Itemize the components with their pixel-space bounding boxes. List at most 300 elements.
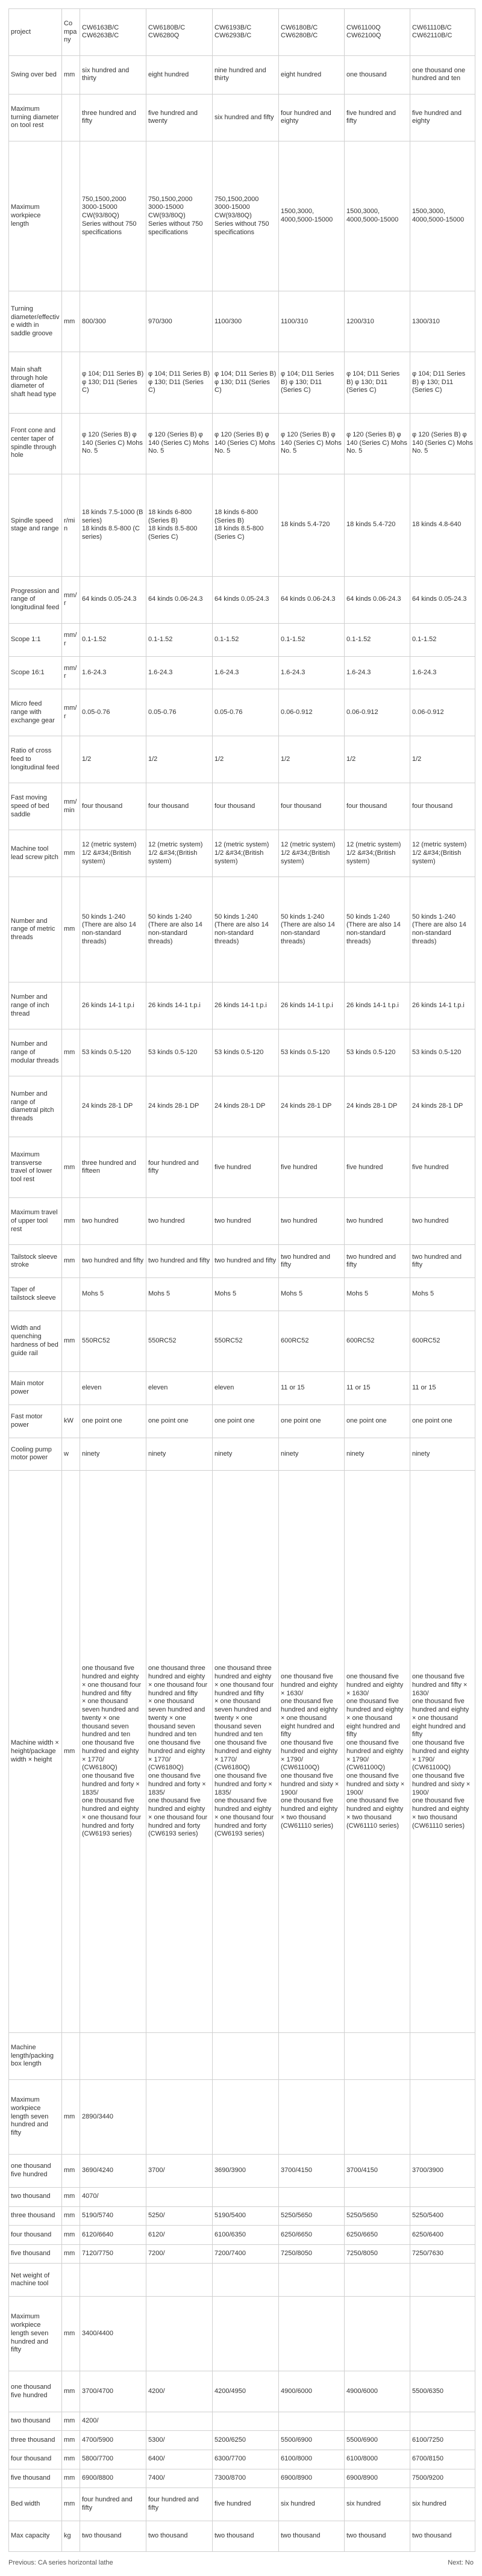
value-cell: 6120/ <box>146 2226 213 2245</box>
value-cell: 3700/ <box>146 2155 213 2188</box>
value-cell: 3700/4700 <box>80 2371 146 2412</box>
table-row <box>9 576 475 623</box>
value-cell <box>213 2188 279 2207</box>
value-cell: 64 kinds 0.06-24.3 <box>279 576 345 623</box>
value-cell <box>279 2033 345 2080</box>
row-label-cell: Turning diameter/effective width in saddle groove <box>9 291 62 352</box>
row-label-cell: Taper of tailstock sleeve <box>9 1278 62 1311</box>
value-cell: 2890/3440 <box>80 2079 146 2154</box>
value-cell: 5200/6250 <box>213 2431 279 2450</box>
row-label-cell: three thousand <box>9 2206 62 2226</box>
value-cell: five hundred and twenty <box>146 94 213 141</box>
value-cell: 50 kinds 1-240 (There are also 14 non-standard threads) <box>80 877 146 982</box>
value-cell: 1/2 <box>80 736 146 783</box>
value-cell: two hundred <box>279 1198 345 1245</box>
value-cell: 750,1500,2000 3000-15000 CW(93/80Q) Series without 750 specifications <box>146 141 213 291</box>
value-cell <box>213 2264 279 2297</box>
value-cell: 50 kinds 1-240 (There are also 14 non-standard threads) <box>279 877 345 982</box>
value-cell: four hundred and fifty <box>146 2488 213 2521</box>
value-cell: φ 120 (Series B) φ 140 (Series C) Mohs No. 5 <box>279 413 345 474</box>
value-cell: φ 104; D11 Series B) φ 130; D11 (Series C) <box>146 352 213 413</box>
value-cell: 7250/8050 <box>345 2244 410 2264</box>
value-cell: two thousand <box>146 2521 213 2552</box>
value-cell: 64 kinds 0.05-24.3 <box>80 576 146 623</box>
value-cell: one thousand <box>345 55 410 94</box>
value-cell: 1500,3000, 4000,5000-15000 <box>345 141 410 291</box>
value-cell <box>410 2264 475 2297</box>
value-cell: 53 kinds 0.5-120 <box>80 1029 146 1076</box>
value-cell: two thousand <box>213 2521 279 2552</box>
row-label-cell: Net weight of machine tool <box>9 2264 62 2297</box>
value-cell: CW6163B/C CW6263B/C <box>80 9 146 56</box>
value-cell: ninety <box>410 1438 475 1471</box>
value-cell: 600RC52 <box>279 1311 345 1371</box>
value-cell <box>213 2079 279 2154</box>
unit-cell: mm <box>62 2469 80 2488</box>
value-cell: 3700/3900 <box>410 2155 475 2188</box>
value-cell: Mohs 5 <box>146 1278 213 1311</box>
value-cell: four thousand <box>80 783 146 830</box>
spec-table-body <box>9 9 475 2552</box>
unit-cell: r/min <box>62 474 80 576</box>
value-cell: five hundred <box>279 1137 345 1198</box>
unit-cell <box>62 352 80 413</box>
value-cell: φ 120 (Series B) φ 140 (Series C) Mohs No. 5 <box>345 413 410 474</box>
value-cell: two hundred and fifty <box>80 1245 146 1278</box>
value-cell: 750,1500,2000 3000-15000 CW(93/80Q) Series without 750 specifications <box>80 141 146 291</box>
value-cell <box>410 2079 475 2154</box>
value-cell: 64 kinds 0.06-24.3 <box>146 576 213 623</box>
row-label-cell: Progression and range of longitudinal feed <box>9 576 62 623</box>
value-cell <box>410 2297 475 2371</box>
unit-cell: mm <box>62 2488 80 2521</box>
value-cell: 6100/7250 <box>410 2431 475 2450</box>
value-cell: φ 120 (Series B) φ 140 (Series C) Mohs No. 5 <box>146 413 213 474</box>
value-cell: 12 (metric system) 1/2 &#34;(British system) <box>213 830 279 877</box>
value-cell: 5500/6900 <box>345 2431 410 2450</box>
value-cell: two hundred <box>80 1198 146 1245</box>
value-cell <box>345 2264 410 2297</box>
value-cell: 24 kinds 28-1 DP <box>213 1076 279 1137</box>
value-cell: 5190/5400 <box>213 2206 279 2226</box>
previous-link[interactable]: Previous: CA series horizontal lathe <box>8 2559 113 2566</box>
value-cell: 1500,3000, 4000,5000-15000 <box>279 141 345 291</box>
table-row <box>9 474 475 576</box>
unit-cell: mm <box>62 1137 80 1198</box>
value-cell: ninety <box>146 1438 213 1471</box>
value-cell <box>213 2033 279 2080</box>
value-cell: 1/2 <box>146 736 213 783</box>
table-row <box>9 55 475 94</box>
value-cell: six hundred and fifty <box>213 94 279 141</box>
value-cell: 3700/4150 <box>279 2155 345 2188</box>
row-label-cell: Number and range of diametral pitch threads <box>9 1076 62 1137</box>
value-cell: 3400/4400 <box>80 2297 146 2371</box>
row-label-cell: Tailstock sleeve stroke <box>9 1245 62 1278</box>
next-link[interactable]: Next: No <box>448 2559 474 2566</box>
row-label-cell: Maximum transverse travel of lower tool rest <box>9 1137 62 1198</box>
value-cell: 24 kinds 28-1 DP <box>146 1076 213 1137</box>
row-label-cell: Width and quenching hardness of bed guide rail <box>9 1311 62 1371</box>
row-label-cell: Maximum workpiece length <box>9 141 62 291</box>
value-cell: 18 kinds 4.8-640 <box>410 474 475 576</box>
value-cell: one thousand five hundred and fifty × 1630/ one thousand five hundred and eighty × one thousand eight hundred and fifty one thousand five hundred and eighty × 1790/ (CW61100Q) one thousand five hundred and sixty × 1900/ one thousand five hundred and eighty × two thousand (CW61110 series) <box>410 1471 475 2033</box>
value-cell: 50 kinds 1-240 (There are also 14 non-standard threads) <box>345 877 410 982</box>
value-cell: 24 kinds 28-1 DP <box>279 1076 345 1137</box>
value-cell: eight hundred <box>279 55 345 94</box>
value-cell: one point one <box>213 1404 279 1438</box>
value-cell: Mohs 5 <box>345 1278 410 1311</box>
value-cell: φ 104; D11 Series B) φ 130; D11 (Series C) <box>213 352 279 413</box>
table-row <box>9 1438 475 1471</box>
table-row <box>9 1245 475 1278</box>
value-cell: 0.05-0.76 <box>80 689 146 736</box>
value-cell <box>80 2264 146 2297</box>
unit-cell <box>62 1372 80 1405</box>
row-label-cell: Maximum workpiece length seven hundred and fifty <box>9 2297 62 2371</box>
table-row <box>9 2264 475 2297</box>
value-cell: 0.1-1.52 <box>213 623 279 656</box>
value-cell: ninety <box>279 1438 345 1471</box>
table-row <box>9 2371 475 2412</box>
unit-cell <box>62 2264 80 2297</box>
value-cell: 0.06-0.912 <box>279 689 345 736</box>
value-cell: 1.6-24.3 <box>345 656 410 689</box>
table-row <box>9 2155 475 2188</box>
value-cell: 12 (metric system) 1/2 &#34;(British system) <box>146 830 213 877</box>
value-cell: 0.05-0.76 <box>146 689 213 736</box>
value-cell: 0.1-1.52 <box>345 623 410 656</box>
table-row <box>9 2469 475 2488</box>
value-cell: 7120/7750 <box>80 2244 146 2264</box>
table-row <box>9 291 475 352</box>
unit-cell: mm <box>62 2206 80 2226</box>
value-cell: φ 120 (Series B) φ 140 (Series C) Mohs No. 5 <box>80 413 146 474</box>
value-cell: 5250/5650 <box>345 2206 410 2226</box>
value-cell: 1.6-24.3 <box>80 656 146 689</box>
value-cell: 50 kinds 1-240 (There are also 14 non-standard threads) <box>213 877 279 982</box>
value-cell: one point one <box>146 1404 213 1438</box>
value-cell: 6100/8000 <box>279 2450 345 2469</box>
value-cell: 5250/5400 <box>410 2206 475 2226</box>
value-cell: 7250/8050 <box>279 2244 345 2264</box>
value-cell <box>410 2188 475 2207</box>
value-cell: four thousand <box>146 783 213 830</box>
value-cell <box>279 2188 345 2207</box>
value-cell <box>213 2297 279 2371</box>
row-label-cell: one thousand five hundred <box>9 2155 62 2188</box>
value-cell <box>146 2412 213 2431</box>
value-cell: 6700/8150 <box>410 2450 475 2469</box>
value-cell: 3690/3900 <box>213 2155 279 2188</box>
value-cell: eleven <box>213 1372 279 1405</box>
row-label-cell: one thousand five hundred <box>9 2371 62 2412</box>
value-cell: 1300/310 <box>410 291 475 352</box>
table-row <box>9 656 475 689</box>
row-label-cell: Scope 16:1 <box>9 656 62 689</box>
value-cell <box>146 2188 213 2207</box>
value-cell: 7200/7400 <box>213 2244 279 2264</box>
table-row <box>9 689 475 736</box>
value-cell: φ 120 (Series B) φ 140 (Series C) Mohs No. 5 <box>213 413 279 474</box>
value-cell: two hundred <box>345 1198 410 1245</box>
value-cell: 970/300 <box>146 291 213 352</box>
row-label-cell: five thousand <box>9 2244 62 2264</box>
value-cell <box>345 2188 410 2207</box>
unit-cell <box>62 141 80 291</box>
row-label-cell: Fast motor power <box>9 1404 62 1438</box>
value-cell: Mohs 5 <box>410 1278 475 1311</box>
table-row <box>9 2188 475 2207</box>
value-cell <box>146 2033 213 2080</box>
value-cell: one thousand five hundred and eighty × 1630/ one thousand five hundred and eighty × one thousand eight hundred and fifty one thousand five hundred and eighty × 1790/ (CW61100Q) one thousand five hundred and sixty × 1900/ one thousand five hundred and eighty × two thousand (CW61110 series) <box>279 1471 345 2033</box>
value-cell: 1.6-24.3 <box>146 656 213 689</box>
table-row <box>9 2033 475 2080</box>
value-cell: ninety <box>80 1438 146 1471</box>
value-cell <box>213 2412 279 2431</box>
value-cell: two hundred and fifty <box>345 1245 410 1278</box>
value-cell: 1200/310 <box>345 291 410 352</box>
value-cell: CW61100Q CW62100Q <box>345 9 410 56</box>
value-cell: φ 104; D11 Series B) φ 130; D11 (Series C) <box>80 352 146 413</box>
value-cell: 7200/ <box>146 2244 213 2264</box>
value-cell: φ 104; D11 Series B) φ 130; D11 (Series C) <box>279 352 345 413</box>
unit-cell <box>62 413 80 474</box>
value-cell: 24 kinds 28-1 DP <box>410 1076 475 1137</box>
value-cell: 1.6-24.3 <box>410 656 475 689</box>
unit-cell <box>62 982 80 1029</box>
value-cell: six hundred <box>279 2488 345 2521</box>
value-cell: 4070/ <box>80 2188 146 2207</box>
value-cell: 0.06-0.912 <box>345 689 410 736</box>
value-cell: 5190/5740 <box>80 2206 146 2226</box>
value-cell: four hundred and fifty <box>146 1137 213 1198</box>
table-row <box>9 2206 475 2226</box>
page-footer <box>8 2557 474 2571</box>
row-label-cell: Fast moving speed of bed saddle <box>9 783 62 830</box>
table-row <box>9 877 475 982</box>
value-cell: 4700/5900 <box>80 2431 146 2450</box>
row-label-cell: Micro feed range with exchange gear <box>9 689 62 736</box>
value-cell <box>345 2297 410 2371</box>
value-cell: φ 104; D11 Series B) φ 130; D11 (Series C) <box>410 352 475 413</box>
row-label-cell: Main shaft through hole diameter of shaft head type <box>9 352 62 413</box>
row-label-cell: five thousand <box>9 2469 62 2488</box>
value-cell: 0.1-1.52 <box>410 623 475 656</box>
value-cell: 53 kinds 0.5-120 <box>213 1029 279 1076</box>
table-row <box>9 141 475 291</box>
value-cell <box>410 2412 475 2431</box>
unit-cell: mm <box>62 1198 80 1245</box>
value-cell <box>279 2297 345 2371</box>
value-cell: one point one <box>410 1404 475 1438</box>
value-cell: 26 kinds 14-1 t.p.i <box>146 982 213 1029</box>
value-cell: eleven <box>80 1372 146 1405</box>
unit-cell: Company <box>62 9 80 56</box>
value-cell: four hundred and fifty <box>80 2488 146 2521</box>
value-cell: 550RC52 <box>80 1311 146 1371</box>
value-cell: 6250/6400 <box>410 2226 475 2245</box>
value-cell: 550RC52 <box>146 1311 213 1371</box>
unit-cell: w <box>62 1438 80 1471</box>
value-cell: 50 kinds 1-240 (There are also 14 non-standard threads) <box>410 877 475 982</box>
value-cell: one point one <box>80 1404 146 1438</box>
value-cell: 6900/8900 <box>279 2469 345 2488</box>
table-row <box>9 352 475 413</box>
unit-cell: mm <box>62 877 80 982</box>
unit-cell: mm <box>62 1245 80 1278</box>
value-cell <box>410 2033 475 2080</box>
row-label-cell: Scope 1:1 <box>9 623 62 656</box>
value-cell: six hundred <box>345 2488 410 2521</box>
value-cell: five hundred <box>213 1137 279 1198</box>
unit-cell: mm/r <box>62 656 80 689</box>
table-row <box>9 2450 475 2469</box>
value-cell: 26 kinds 14-1 t.p.i <box>279 982 345 1029</box>
value-cell: 50 kinds 1-240 (There are also 14 non-standard threads) <box>146 877 213 982</box>
value-cell: CW6180B/C CW6280Q <box>146 9 213 56</box>
value-cell: two hundred and fifty <box>279 1245 345 1278</box>
unit-cell: mm <box>62 2244 80 2264</box>
value-cell: 6250/6650 <box>345 2226 410 2245</box>
value-cell <box>345 2412 410 2431</box>
unit-cell <box>62 1278 80 1311</box>
value-cell: CW6193B/C CW6293B/C <box>213 9 279 56</box>
row-label-cell: Swing over bed <box>9 55 62 94</box>
row-label-cell: Number and range of metric threads <box>9 877 62 982</box>
value-cell: 18 kinds 6-800 (Series B) 18 kinds 8.5-800 (Series C) <box>146 474 213 576</box>
table-row <box>9 2244 475 2264</box>
unit-cell <box>62 94 80 141</box>
value-cell: 12 (metric system) 1/2 &#34;(British system) <box>80 830 146 877</box>
value-cell: 18 kinds 5.4-720 <box>345 474 410 576</box>
table-row <box>9 94 475 141</box>
unit-cell: kg <box>62 2521 80 2552</box>
value-cell <box>279 2412 345 2431</box>
value-cell: 53 kinds 0.5-120 <box>410 1029 475 1076</box>
value-cell: 12 (metric system) 1/2 &#34;(British system) <box>345 830 410 877</box>
unit-cell: mm <box>62 2371 80 2412</box>
value-cell: 53 kinds 0.5-120 <box>345 1029 410 1076</box>
value-cell: Mohs 5 <box>213 1278 279 1311</box>
value-cell: 1500,3000, 4000,5000-15000 <box>410 141 475 291</box>
value-cell: 4200/ <box>80 2412 146 2431</box>
row-label-cell: two thousand <box>9 2412 62 2431</box>
table-row <box>9 982 475 1029</box>
unit-cell: mm <box>62 55 80 94</box>
value-cell: four thousand <box>410 783 475 830</box>
value-cell: 3690/4240 <box>80 2155 146 2188</box>
row-label-cell: Number and range of modular threads <box>9 1029 62 1076</box>
unit-cell: mm <box>62 2226 80 2245</box>
value-cell: three hundred and fifteen <box>80 1137 146 1198</box>
value-cell: 26 kinds 14-1 t.p.i <box>213 982 279 1029</box>
value-cell: 750,1500,2000 3000-15000 CW(93/80Q) Series without 750 specifications <box>213 141 279 291</box>
row-label-cell: project <box>9 9 62 56</box>
value-cell: 6900/8900 <box>345 2469 410 2488</box>
value-cell: five hundred <box>345 1137 410 1198</box>
table-row <box>9 1311 475 1371</box>
table-row <box>9 2412 475 2431</box>
value-cell: 3700/4150 <box>345 2155 410 2188</box>
table-row <box>9 1076 475 1137</box>
value-cell <box>146 2297 213 2371</box>
value-cell: 1100/310 <box>279 291 345 352</box>
value-cell: eleven <box>146 1372 213 1405</box>
value-cell: two hundred <box>410 1198 475 1245</box>
row-label-cell: Maximum turning diameter on tool rest <box>9 94 62 141</box>
table-row <box>9 1198 475 1245</box>
unit-cell: mm <box>62 2297 80 2371</box>
table-row <box>9 783 475 830</box>
value-cell: two thousand <box>279 2521 345 2552</box>
value-cell: 53 kinds 0.5-120 <box>146 1029 213 1076</box>
value-cell: 18 kinds 7.5-1000 (B series) 18 kinds 8.5-800 (C series) <box>80 474 146 576</box>
value-cell: 5500/6350 <box>410 2371 475 2412</box>
value-cell: 6400/ <box>146 2450 213 2469</box>
unit-cell: mm <box>62 2079 80 2154</box>
value-cell: CW61110B/C CW62110B/C <box>410 9 475 56</box>
value-cell: Mohs 5 <box>80 1278 146 1311</box>
unit-cell: mm <box>62 2431 80 2450</box>
value-cell: 64 kinds 0.05-24.3 <box>410 576 475 623</box>
table-header-row <box>9 9 475 56</box>
value-cell: one thousand three hundred and eighty × one thousand four hundred and fifty × one thousand seven hundred and twenty × one thousand seven hundred and ten one thousand five hundred and eighty × 1770/ (CW6180Q) one thousand five hundred and forty × 1835/ one thousand five hundred and eighty × one thousand four hundred and forty (CW6193 series) <box>213 1471 279 2033</box>
row-label-cell: four thousand <box>9 2450 62 2469</box>
table-row <box>9 1404 475 1438</box>
value-cell: 11 or 15 <box>279 1372 345 1405</box>
value-cell: one point one <box>345 1404 410 1438</box>
table-row <box>9 2297 475 2371</box>
row-label-cell: Number and range of inch thread <box>9 982 62 1029</box>
row-label-cell: Maximum workpiece length seven hundred and fifty <box>9 2079 62 2154</box>
value-cell <box>279 2264 345 2297</box>
value-cell: 7250/7630 <box>410 2244 475 2264</box>
value-cell: 26 kinds 14-1 t.p.i <box>410 982 475 1029</box>
value-cell: five hundred <box>213 2488 279 2521</box>
value-cell: ninety <box>345 1438 410 1471</box>
value-cell: 64 kinds 0.06-24.3 <box>345 576 410 623</box>
value-cell: φ 120 (Series B) φ 140 (Series C) Mohs No. 5 <box>410 413 475 474</box>
row-label-cell: Spindle speed stage and range <box>9 474 62 576</box>
unit-cell: mm <box>62 1311 80 1371</box>
value-cell: one thousand five hundred and eighty × 1630/ one thousand five hundred and eighty × one thousand eight hundred and fifty one thousand five hundred and eighty × 1790/ (CW61100Q) one thousand five hundred and sixty × 1900/ one thousand five hundred and eighty × two thousand (CW61110 series) <box>345 1471 410 2033</box>
unit-cell: mm <box>62 291 80 352</box>
value-cell: one thousand three hundred and eighty × one thousand four hundred and fifty × one thousand seven hundred and twenty × one thousand seven hundred and ten one thousand five hundred and eighty × 1770/ (CW6180Q) one thousand five hundred and forty × 1835/ one thousand five hundred and eighty × one thousand four hundred and forty (CW6193 series) <box>146 1471 213 2033</box>
value-cell: 64 kinds 0.05-24.3 <box>213 576 279 623</box>
table-row <box>9 413 475 474</box>
table-row <box>9 2226 475 2245</box>
row-label-cell: Main motor power <box>9 1372 62 1405</box>
value-cell: 18 kinds 5.4-720 <box>279 474 345 576</box>
value-cell: 6100/8000 <box>345 2450 410 2469</box>
value-cell: 550RC52 <box>213 1311 279 1371</box>
row-label-cell: four thousand <box>9 2226 62 2245</box>
value-cell: 0.05-0.76 <box>213 689 279 736</box>
value-cell: 1100/300 <box>213 291 279 352</box>
unit-cell: mm <box>62 1471 80 2033</box>
value-cell: two thousand <box>410 2521 475 2552</box>
unit-cell <box>62 2033 80 2080</box>
table-row <box>9 1278 475 1311</box>
spec-table <box>8 8 475 2552</box>
value-cell: one thousand one hundred and ten <box>410 55 475 94</box>
unit-cell: mm <box>62 2450 80 2469</box>
table-row <box>9 623 475 656</box>
table-row <box>9 1372 475 1405</box>
value-cell: four hundred and eighty <box>279 94 345 141</box>
value-cell: 24 kinds 28-1 DP <box>345 1076 410 1137</box>
